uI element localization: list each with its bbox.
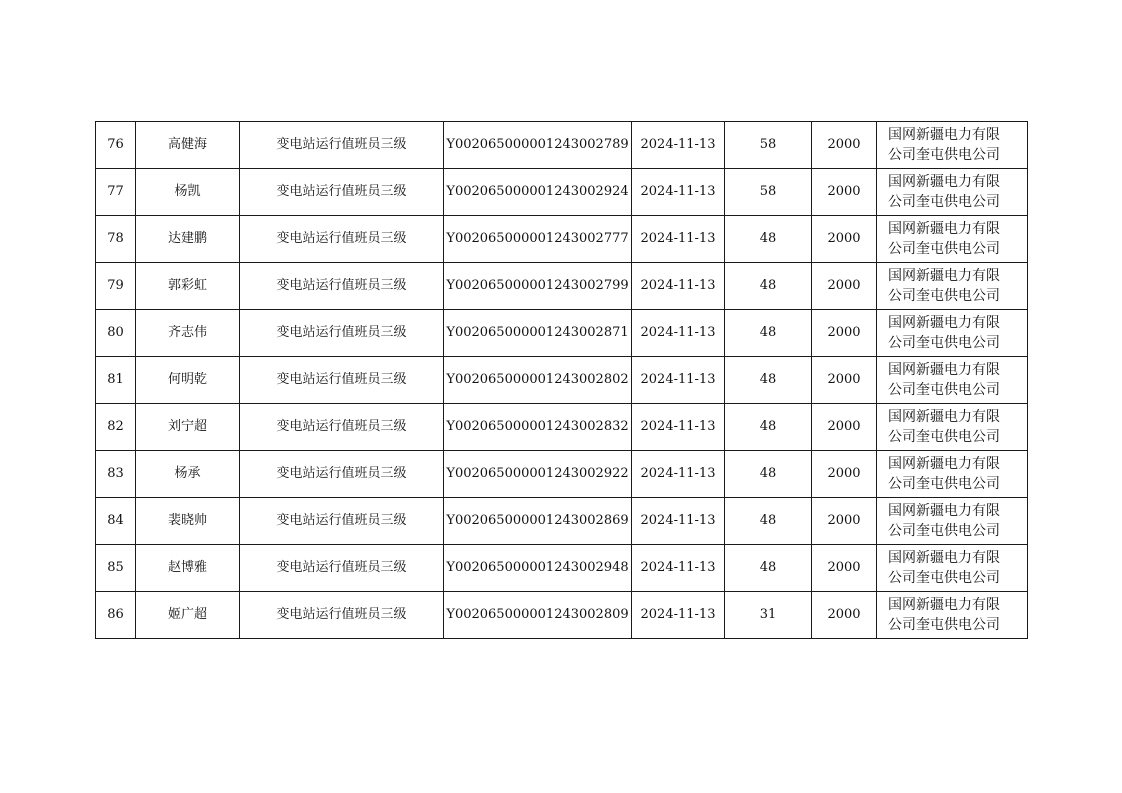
company-line-2: 公司奎屯供电公司 <box>888 335 1000 351</box>
table-row <box>96 545 1028 592</box>
certificate-number-cell: Y002065000001243002809 <box>444 592 632 639</box>
row-number-cell: 77 <box>96 169 136 216</box>
name-cell: 杨凯 <box>136 169 240 216</box>
amount-cell: 2000 <box>812 357 877 404</box>
date-cell: 2024-11-13 <box>632 263 725 310</box>
company-line-2: 公司奎屯供电公司 <box>888 382 1000 398</box>
name-cell: 裴晓帅 <box>136 498 240 545</box>
company-line-2: 公司奎屯供电公司 <box>888 194 1000 210</box>
company-line-2: 公司奎屯供电公司 <box>888 476 1000 492</box>
table-row <box>96 263 1028 310</box>
company-cell <box>877 498 1028 545</box>
row-number-cell: 86 <box>96 592 136 639</box>
score-cell: 31 <box>725 592 812 639</box>
company-cell <box>877 216 1028 263</box>
score-cell: 48 <box>725 498 812 545</box>
company-line-2: 公司奎屯供电公司 <box>888 570 1000 586</box>
company-cell <box>877 169 1028 216</box>
date-cell: 2024-11-13 <box>632 545 725 592</box>
score-cell: 58 <box>725 169 812 216</box>
amount-cell: 2000 <box>812 498 877 545</box>
amount-cell: 2000 <box>812 545 877 592</box>
name-cell: 赵博雅 <box>136 545 240 592</box>
company-line-1: 国网新疆电力有限 <box>888 550 1000 566</box>
position-cell: 变电站运行值班员三级 <box>240 357 444 404</box>
amount-cell: 2000 <box>812 451 877 498</box>
amount-cell: 2000 <box>812 169 877 216</box>
row-number-cell: 76 <box>96 122 136 169</box>
amount-cell: 2000 <box>812 592 877 639</box>
name-cell: 杨承 <box>136 451 240 498</box>
roster-body <box>96 122 1028 639</box>
company-cell <box>877 263 1028 310</box>
company-line-2: 公司奎屯供电公司 <box>888 241 1000 257</box>
score-cell: 48 <box>725 545 812 592</box>
company-line-2: 公司奎屯供电公司 <box>888 617 1000 633</box>
company-cell <box>877 451 1028 498</box>
name-cell: 刘宁超 <box>136 404 240 451</box>
company-line-1: 国网新疆电力有限 <box>888 127 1000 143</box>
company-line-1: 国网新疆电力有限 <box>888 597 1000 613</box>
company-line-1: 国网新疆电力有限 <box>888 409 1000 425</box>
row-number-cell: 82 <box>96 404 136 451</box>
amount-cell: 2000 <box>812 122 877 169</box>
amount-cell: 2000 <box>812 216 877 263</box>
score-cell: 48 <box>725 451 812 498</box>
name-cell: 姬广超 <box>136 592 240 639</box>
date-cell: 2024-11-13 <box>632 357 725 404</box>
position-cell: 变电站运行值班员三级 <box>240 498 444 545</box>
company-line-1: 国网新疆电力有限 <box>888 503 1000 519</box>
certificate-number-cell: Y002065000001243002777 <box>444 216 632 263</box>
amount-cell: 2000 <box>812 263 877 310</box>
subsidy-roster-table <box>95 121 1028 639</box>
position-cell: 变电站运行值班员三级 <box>240 122 444 169</box>
row-number-cell: 81 <box>96 357 136 404</box>
date-cell: 2024-11-13 <box>632 498 725 545</box>
certificate-number-cell: Y002065000001243002869 <box>444 498 632 545</box>
score-cell: 48 <box>725 310 812 357</box>
certificate-number-cell: Y002065000001243002832 <box>444 404 632 451</box>
row-number-cell: 85 <box>96 545 136 592</box>
certificate-number-cell: Y002065000001243002799 <box>444 263 632 310</box>
date-cell: 2024-11-13 <box>632 310 725 357</box>
company-line-1: 国网新疆电力有限 <box>888 221 1000 237</box>
position-cell: 变电站运行值班员三级 <box>240 592 444 639</box>
company-line-2: 公司奎屯供电公司 <box>888 147 1000 163</box>
row-number-cell: 80 <box>96 310 136 357</box>
row-number-cell: 79 <box>96 263 136 310</box>
date-cell: 2024-11-13 <box>632 169 725 216</box>
certificate-number-cell: Y002065000001243002948 <box>444 545 632 592</box>
score-cell: 48 <box>725 216 812 263</box>
amount-cell: 2000 <box>812 310 877 357</box>
table-row <box>96 404 1028 451</box>
position-cell: 变电站运行值班员三级 <box>240 169 444 216</box>
name-cell: 达建鹏 <box>136 216 240 263</box>
score-cell: 48 <box>725 357 812 404</box>
company-line-2: 公司奎屯供电公司 <box>888 288 1000 304</box>
company-line-1: 国网新疆电力有限 <box>888 268 1000 284</box>
certificate-number-cell: Y002065000001243002871 <box>444 310 632 357</box>
position-cell: 变电站运行值班员三级 <box>240 404 444 451</box>
company-cell <box>877 310 1028 357</box>
position-cell: 变电站运行值班员三级 <box>240 216 444 263</box>
date-cell: 2024-11-13 <box>632 122 725 169</box>
row-number-cell: 84 <box>96 498 136 545</box>
certificate-number-cell: Y002065000001243002922 <box>444 451 632 498</box>
position-cell: 变电站运行值班员三级 <box>240 451 444 498</box>
company-cell <box>877 592 1028 639</box>
certificate-number-cell: Y002065000001243002789 <box>444 122 632 169</box>
row-number-cell: 83 <box>96 451 136 498</box>
table-row <box>96 592 1028 639</box>
table-row <box>96 498 1028 545</box>
certificate-number-cell: Y002065000001243002924 <box>444 169 632 216</box>
table-row <box>96 169 1028 216</box>
score-cell: 58 <box>725 122 812 169</box>
name-cell: 高健海 <box>136 122 240 169</box>
company-cell <box>877 357 1028 404</box>
table-row <box>96 122 1028 169</box>
score-cell: 48 <box>725 404 812 451</box>
date-cell: 2024-11-13 <box>632 592 725 639</box>
table-row <box>96 357 1028 404</box>
certificate-number-cell: Y002065000001243002802 <box>444 357 632 404</box>
score-cell: 48 <box>725 263 812 310</box>
company-line-2: 公司奎屯供电公司 <box>888 523 1000 539</box>
company-line-1: 国网新疆电力有限 <box>888 456 1000 472</box>
position-cell: 变电站运行值班员三级 <box>240 545 444 592</box>
amount-cell: 2000 <box>812 404 877 451</box>
company-cell <box>877 404 1028 451</box>
position-cell: 变电站运行值班员三级 <box>240 310 444 357</box>
company-line-1: 国网新疆电力有限 <box>888 174 1000 190</box>
position-cell: 变电站运行值班员三级 <box>240 263 444 310</box>
date-cell: 2024-11-13 <box>632 216 725 263</box>
date-cell: 2024-11-13 <box>632 404 725 451</box>
name-cell: 齐志伟 <box>136 310 240 357</box>
company-cell <box>877 122 1028 169</box>
table-row <box>96 451 1028 498</box>
company-line-2: 公司奎屯供电公司 <box>888 429 1000 445</box>
table-row <box>96 216 1028 263</box>
name-cell: 郭彩虹 <box>136 263 240 310</box>
name-cell: 何明乾 <box>136 357 240 404</box>
date-cell: 2024-11-13 <box>632 451 725 498</box>
row-number-cell: 78 <box>96 216 136 263</box>
table-row <box>96 310 1028 357</box>
company-line-1: 国网新疆电力有限 <box>888 315 1000 331</box>
company-cell <box>877 545 1028 592</box>
company-line-1: 国网新疆电力有限 <box>888 362 1000 378</box>
